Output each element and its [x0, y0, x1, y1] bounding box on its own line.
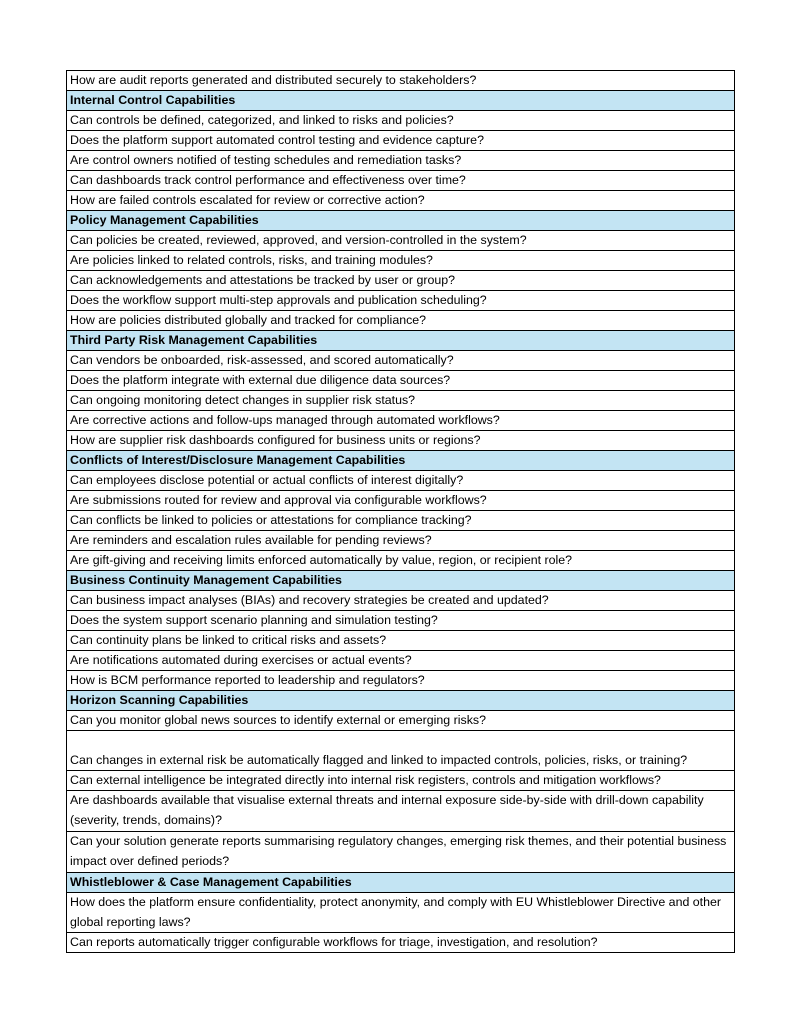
question-row: Can changes in external risk be automatically flagged and linked to impacted controls, policies, risks, or training? — [67, 731, 734, 771]
question-row: Are reminders and escalation rules available for pending reviews? — [67, 531, 734, 551]
question-row: Are corrective actions and follow-ups managed through automated workflows? — [67, 411, 734, 431]
question-row: Can employees disclose potential or actual conflicts of interest digitally? — [67, 471, 734, 491]
question-row: Are dashboards available that visualise external threats and internal exposure side-by-side with drill-down capability (severity, trends, domains)? — [67, 791, 734, 832]
question-row: Can your solution generate reports summarising regulatory changes, emerging risk themes, and their potential business impact over defined periods? — [67, 832, 734, 873]
question-row: Are control owners notified of testing schedules and remediation tasks? — [67, 151, 734, 171]
question-row: Are notifications automated during exercises or actual events? — [67, 651, 734, 671]
question-row: How is BCM performance reported to leadership and regulators? — [67, 671, 734, 691]
section-header: Conflicts of Interest/Disclosure Management Capabilities — [67, 451, 734, 471]
question-row: How are failed controls escalated for review or corrective action? — [67, 191, 734, 211]
question-row: Are submissions routed for review and approval via configurable workflows? — [67, 491, 734, 511]
section-header: Whistleblower & Case Management Capabilities — [67, 873, 734, 893]
question-row: Can controls be defined, categorized, and linked to risks and policies? — [67, 111, 734, 131]
question-row: Can vendors be onboarded, risk-assessed, and scored automatically? — [67, 351, 734, 371]
section-header: Business Continuity Management Capabilities — [67, 571, 734, 591]
section-header: Policy Management Capabilities — [67, 211, 734, 231]
question-table — [66, 70, 735, 953]
question-row: Does the platform integrate with external due diligence data sources? — [67, 371, 734, 391]
question-row: Can acknowledgements and attestations be tracked by user or group? — [67, 271, 734, 291]
question-row: Can business impact analyses (BIAs) and recovery strategies be created and updated? — [67, 591, 734, 611]
question-row: Can policies be created, reviewed, approved, and version-controlled in the system? — [67, 231, 734, 251]
question-row: Can external intelligence be integrated directly into internal risk registers, controls and mitigation workflows? — [67, 771, 734, 791]
question-row: Can reports automatically trigger configurable workflows for triage, investigation, and resolution? — [67, 933, 734, 953]
section-header: Internal Control Capabilities — [67, 91, 734, 111]
question-row: Can dashboards track control performance and effectiveness over time? — [67, 171, 734, 191]
question-row: Can you monitor global news sources to identify external or emerging risks? — [67, 711, 734, 731]
question-row: How are audit reports generated and distributed securely to stakeholders? — [67, 71, 734, 91]
question-row: Can conflicts be linked to policies or attestations for compliance tracking? — [67, 511, 734, 531]
question-row: Does the workflow support multi-step approvals and publication scheduling? — [67, 291, 734, 311]
question-row: Are policies linked to related controls, risks, and training modules? — [67, 251, 734, 271]
question-row: How are supplier risk dashboards configured for business units or regions? — [67, 431, 734, 451]
question-row: Does the platform support automated control testing and evidence capture? — [67, 131, 734, 151]
question-row: Are gift-giving and receiving limits enforced automatically by value, region, or recipient role? — [67, 551, 734, 571]
question-row: Can ongoing monitoring detect changes in supplier risk status? — [67, 391, 734, 411]
section-header: Third Party Risk Management Capabilities — [67, 331, 734, 351]
question-row: Can continuity plans be linked to critical risks and assets? — [67, 631, 734, 651]
section-header: Horizon Scanning Capabilities — [67, 691, 734, 711]
question-row: How does the platform ensure confidentiality, protect anonymity, and comply with EU Whistleblower Directive and other global reporting laws? — [67, 893, 734, 934]
question-row: Does the system support scenario planning and simulation testing? — [67, 611, 734, 631]
question-row: How are policies distributed globally and tracked for compliance? — [67, 311, 734, 331]
